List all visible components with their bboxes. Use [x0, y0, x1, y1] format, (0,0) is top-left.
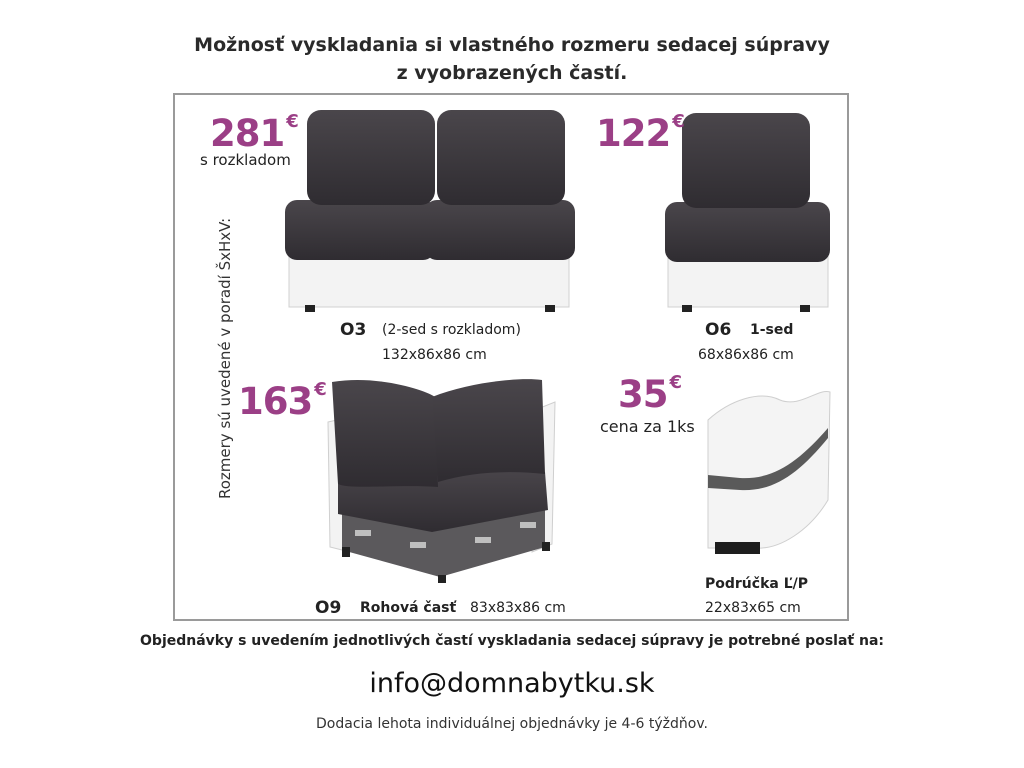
- name-o6: 1-sed: [750, 322, 794, 338]
- delivery-note: Dodacia lehota individuálnej objednávky je 4-6 týždňov.: [316, 716, 708, 732]
- dimension-order-label: Rozmery sú uvedené v poradí ŠxHxV:: [216, 217, 234, 499]
- price-o3: 281 €: [210, 111, 298, 155]
- sofa-1-seat-image: [660, 110, 840, 318]
- price-note-armrest: cena za 1ks: [600, 417, 695, 436]
- price-note-o3: s rozkladom: [200, 151, 291, 169]
- name-o9: Rohová časť: [360, 600, 457, 616]
- price-armrest: 35 €: [618, 372, 682, 416]
- sofa-2-seat-image: [255, 105, 600, 317]
- code-o6: O6: [705, 320, 732, 340]
- dims-o9: 83x83x86 cm: [470, 600, 566, 616]
- dims-o3: 132x86x86 cm: [382, 347, 487, 363]
- code-o9: O9: [315, 598, 342, 618]
- corner-piece-image: [320, 372, 560, 587]
- contact-email: info@domnabytku.sk: [369, 668, 655, 699]
- dims-armrest: 22x83x65 cm: [705, 600, 801, 616]
- dims-o6: 68x86x86 cm: [698, 347, 794, 363]
- price-o9: 163 €: [238, 379, 326, 423]
- page-title-line1: Možnosť vyskladania si vlastného rozmeru sedacej súpravy: [194, 34, 830, 56]
- code-o3: O3: [340, 320, 367, 340]
- price-o6: 122 €: [596, 111, 684, 155]
- page-title-line2: z vyobrazených častí.: [396, 62, 628, 84]
- name-armrest: Podrúčka Ľ/P: [705, 576, 808, 592]
- armrest-image: [700, 380, 840, 560]
- name-o3: (2-sed s rozkladom): [382, 322, 521, 338]
- order-instructions: Objednávky s uvedením jednotlivých častí vyskladania sedacej súpravy je potrebné poslať na:: [140, 633, 884, 649]
